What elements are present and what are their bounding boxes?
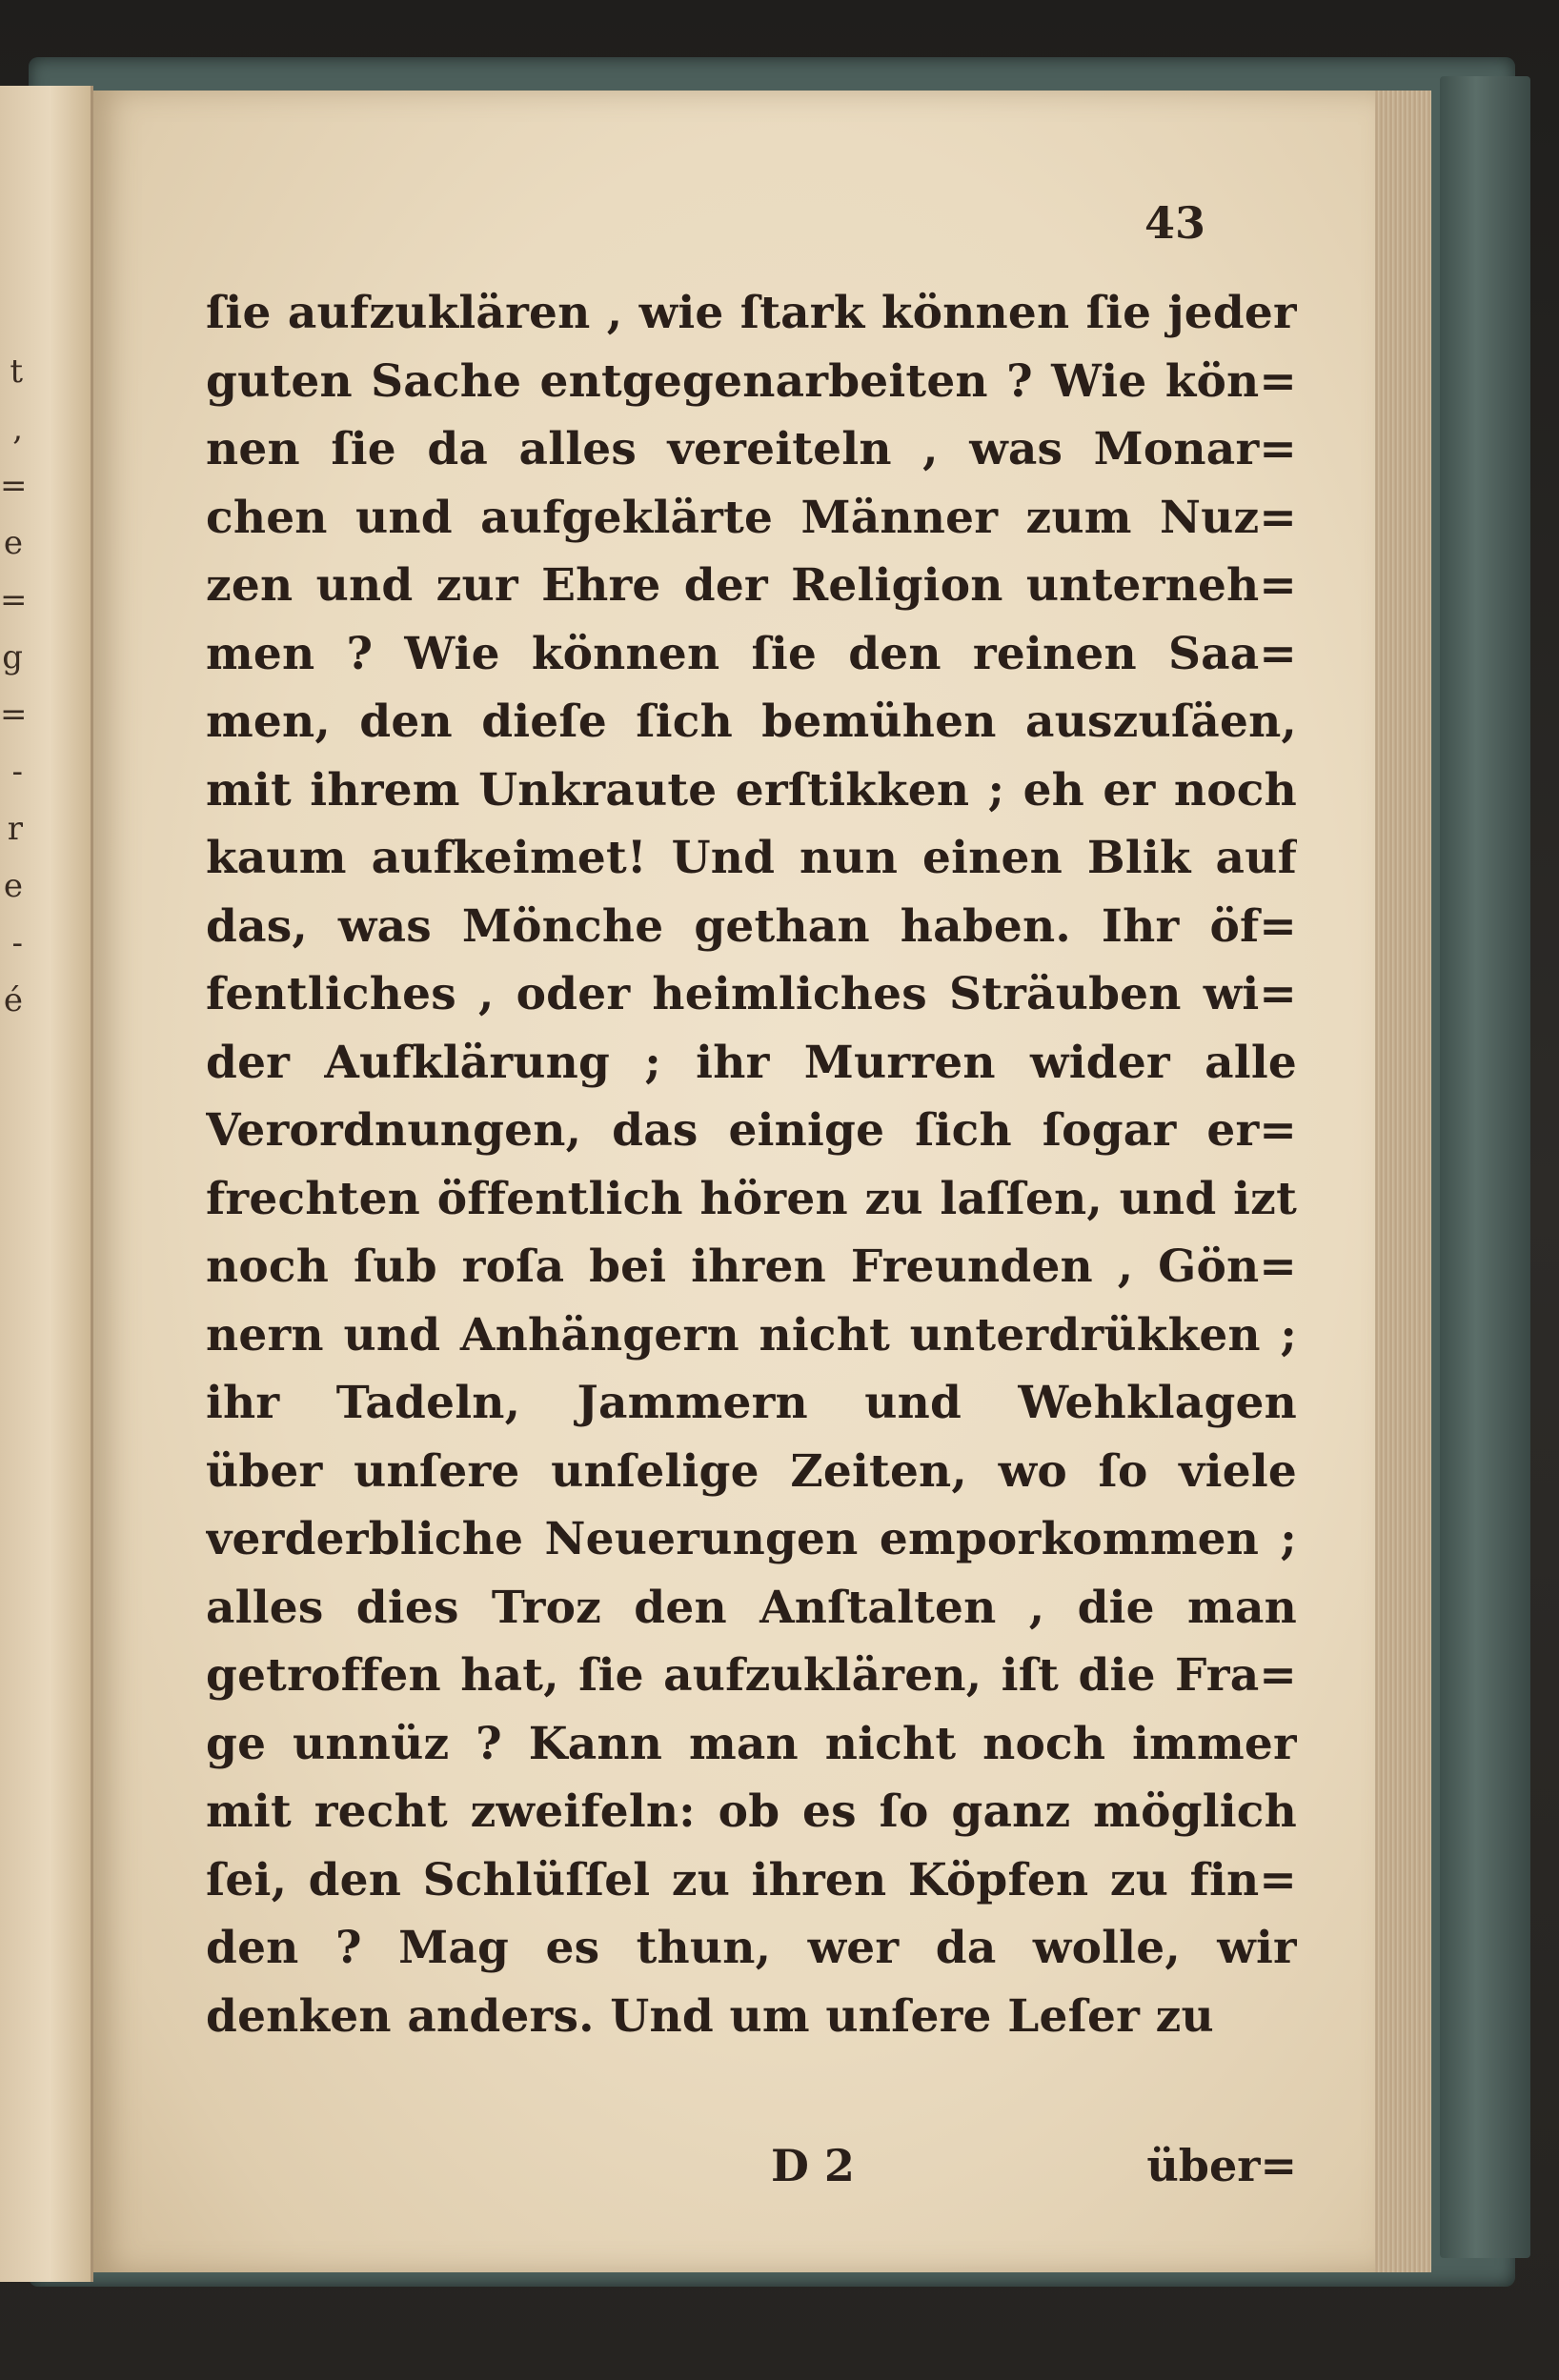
text-line: alles dies Troz den Anſtalten , die man <box>206 1581 1297 1634</box>
text-line: Verordnungen, das einige ſich ſogar er= <box>206 1104 1297 1157</box>
text-line: fentliches , oder heimliches Sträuben wi= <box>206 968 1297 1020</box>
text-line: zen und zur Ehre der Religion unterneh= <box>206 559 1297 612</box>
book-page <box>93 91 1375 2272</box>
text-line: getroffen hat, ſie aufzuklären, iſt die Fra= <box>206 1649 1297 1702</box>
catchword: über= <box>1146 2140 1297 2191</box>
left-page-margin-char: , <box>12 410 23 448</box>
text-line: den ? Mag es thun, wer da wolle, wir <box>206 1922 1297 1974</box>
text-line: nern und Anhängern nicht unterdrükken ; <box>206 1308 1297 1361</box>
signature-mark: D 2 <box>771 2140 855 2191</box>
text-line: über unſere unſelige Zeiten, wo ſo viele <box>206 1444 1297 1498</box>
text-line: guten Sache entgegenarbeiten ? Wie kön= <box>206 354 1297 408</box>
left-page-margin-char: é <box>3 981 23 1019</box>
page-footer <box>206 2131 1297 2200</box>
left-page-margin-char: - <box>11 924 23 962</box>
page-block-edges <box>1372 91 1431 2272</box>
text-line: men ? Wie können ſie den reinen Saa= <box>206 627 1297 680</box>
page-number: 43 <box>1144 197 1205 249</box>
text-line: ſie aufzuklären , wie ſtark können ſie jeder <box>206 287 1297 339</box>
text-line: verderbliche Neuerungen emporkommen ; <box>206 1513 1297 1565</box>
left-page-margin-char: r <box>7 810 23 848</box>
left-page-margin-char: = <box>0 581 28 619</box>
text-line: chen und aufgeklärte Männer zum Nuz= <box>206 491 1297 544</box>
text-line: mit recht zweifeln: ob es ſo ganz möglich <box>206 1785 1297 1838</box>
left-page-margin-char: = <box>0 467 28 505</box>
text-line: mit ihrem Unkraute erſtikken ; eh er noch <box>206 763 1297 817</box>
text-line: noch ſub roſa bei ihren Freunden , Gön= <box>206 1240 1297 1293</box>
book-cover-edge <box>1440 76 1530 2258</box>
text-line: men, den dieſe ſich bemühen auszuſäen, <box>206 696 1297 748</box>
text-line: ge unnüz ? Kann man nicht noch immer <box>206 1717 1297 1770</box>
left-facing-page <box>0 86 93 2282</box>
left-page-margin-char: = <box>0 696 28 734</box>
left-page-margin-char: e <box>3 524 23 562</box>
text-line: denken anders. Und um unſere Leſer zu <box>206 1989 1214 2043</box>
text-line: ſei, den Schlüſſel zu ihren Köpfen zu fin= <box>206 1853 1297 1906</box>
body-text <box>206 279 1297 2050</box>
text-line: kaum aufkeimet! Und nun einen Blik auf <box>206 832 1297 884</box>
text-line: ihr Tadeln, Jammern und Wehklagen <box>206 1377 1297 1429</box>
text-line: frechten öffentlich hören zu laſſen, und izt <box>206 1172 1297 1225</box>
left-page-margin-char: g <box>2 638 23 676</box>
text-line: der Aufklärung ; ihr Murren wider alle <box>206 1036 1297 1089</box>
text-line: das, was Mönche gethan haben. Ihr öf= <box>206 899 1297 953</box>
left-page-margin-char: - <box>11 753 23 791</box>
left-page-margin-char: t <box>10 353 23 391</box>
left-page-margin-characters <box>0 343 28 1029</box>
left-page-margin-char: e <box>3 867 23 905</box>
text-line: nen ſie da alles vereiteln , was Monar= <box>206 423 1297 475</box>
